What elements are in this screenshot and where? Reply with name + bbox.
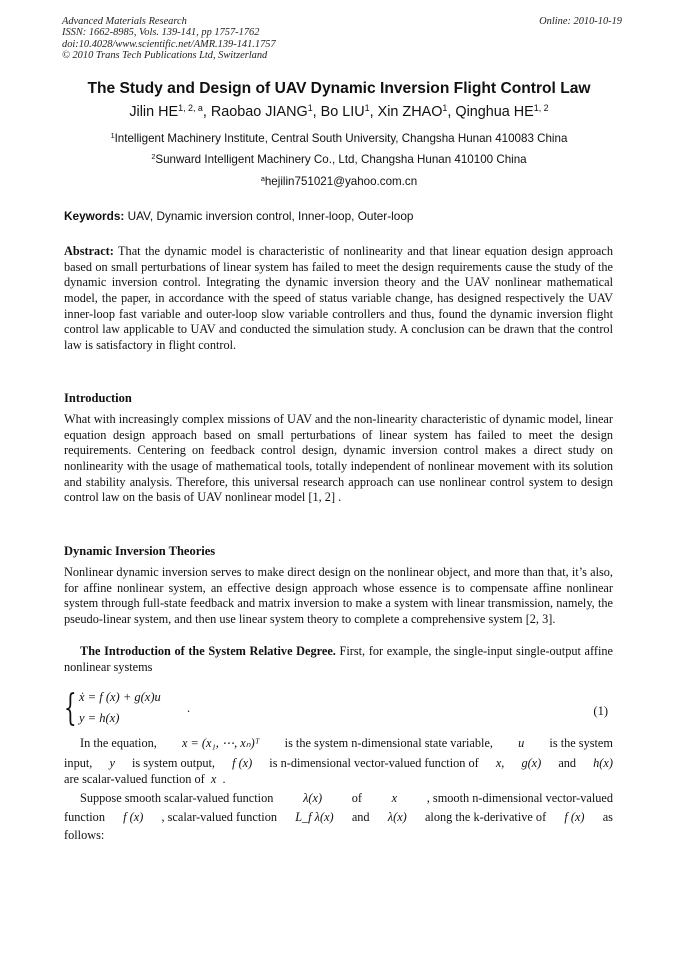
suppose-text: function [64, 810, 105, 824]
suppose-line-2 [64, 810, 613, 825]
email-sup: a [260, 174, 265, 184]
author-name: Raobao JIANG [210, 104, 308, 120]
equation-1-line-1: ẋ = f (x) + g(x)u [79, 690, 161, 704]
state-vector-math: x = (x₁, ⋯, xₙ)ᵀ [181, 736, 260, 750]
journal-copyright: © 2010 Trans Tech Publications Ltd, Switzerland [62, 50, 268, 62]
explain-line-1 [64, 736, 613, 751]
author-sup: 1 [442, 103, 448, 114]
math-gx: g(x) [521, 756, 542, 770]
abstract-label: Abstract: [64, 244, 114, 258]
keywords-label: Keywords: [64, 209, 125, 223]
explain-text: is the system [549, 736, 613, 750]
suppose-text: as [602, 810, 613, 824]
explain-text: input, [64, 756, 93, 770]
explain-text: , [501, 756, 505, 770]
suppose-text: and [351, 810, 370, 824]
math-hx: h(x) [593, 756, 613, 770]
math-lambda: λ(x) [303, 791, 323, 805]
section-heading-introduction: Introduction [64, 391, 132, 405]
affiliation-text: Intelligent Machinery Institute, Central South University, Changsha Hunan 410083 China [114, 132, 568, 145]
keywords-text: UAV, Dynamic inversion control, Inner-loop, Outer-loop [127, 209, 414, 223]
explain-text: is system output, [131, 756, 215, 770]
journal-header [62, 16, 622, 62]
explain-text: is the system n-dimensional state variable, [284, 736, 493, 750]
suppose-text: , scalar-valued function [161, 810, 277, 824]
suppose-text: along the k-derivative of [424, 810, 547, 824]
math-x: x [210, 772, 217, 786]
affiliation-sup: 1 [110, 131, 115, 141]
math-fx: f (x) [123, 810, 144, 824]
author-name: Jilin HE [129, 104, 179, 120]
author-email [62, 175, 616, 188]
suppose-text: Suppose smooth scalar-valued function [80, 791, 274, 805]
math-y: y [109, 756, 115, 770]
math-u: u [518, 736, 525, 750]
journal-doi: doi:10.4028/www.scientific.net/AMR.139-141.1757 [62, 38, 276, 50]
math-fx: f (x) [564, 810, 585, 824]
relative-degree-text: First, for example, the single-input single-output affine nonlinear systems [64, 644, 614, 674]
equation-1-period: . [187, 701, 191, 715]
math-x: x [495, 756, 502, 770]
explain-text: are scalar-valued function of [64, 772, 205, 786]
abstract [64, 244, 613, 354]
online-date: Online: 2010-10-19 [539, 16, 622, 27]
explain-text: is n-dimensional vector-valued function of [269, 756, 479, 770]
dynamic-inversion-text: Nonlinear dynamic inversion serves to make direct design on the nonlinear object, and more than that, it’s also, for affine nonlinear system, an effective design approach whose essence is to compensate affine nonlinear system through full-state feedback and matrix inversion to make a system with linear transmission, namely, the pseudo-linear system, and then use linear system theory to complete a comprehensive system [2, 3]. [64, 565, 613, 626]
affiliation-text: Sunward Intelligent Machinery Co., Ltd, Changsha Hunan 410100 China [155, 153, 527, 166]
math-x: x [391, 791, 398, 805]
author-sup: 1 [364, 103, 370, 114]
explain-line-2 [64, 756, 613, 771]
author-name: Bo LIU [320, 104, 365, 120]
affiliation-1 [62, 132, 616, 145]
suppose-line-3: follows: [64, 828, 105, 842]
email-text: hejilin751021@yahoo.com.cn [264, 175, 418, 188]
author-list: Jilin HE$^{1, 2, a}$, Raobao JIANG$^1$, Bo LIU$^1$, Xin ZHAO$^1$, Qinghua HE$^{1, 2}$ [129, 103, 549, 120]
author-sup: 1, 2, a [178, 103, 203, 114]
suppose-text: of [351, 791, 362, 805]
explain-text: . [222, 772, 226, 786]
explain-line-3 [64, 772, 613, 787]
paper-title: The Study and Design of UAV Dynamic Inversion Flight Control Law [87, 80, 591, 97]
affiliation-2 [62, 153, 616, 166]
introduction-text: What with increasingly complex missions of UAV and the non-linearity characteristic of dynamic model, linear equation design approach based on small perturbations of linear system has failed to meet the design requirements. Centering on feedback control design, dynamic inversion control makes a direct study on nonlinearity with the usage of mathematical tools, totally independent of nonlinear movement with its solution and stability analysis. Therefore, this universal research approach can use nonlinear control system to design control law on the basis of UAV nonlinear model [1, 2] . [64, 412, 613, 505]
equation-number: (1) [593, 704, 608, 718]
explain-text: and [558, 756, 577, 770]
relative-degree-heading: The Introduction of the System Relative Degree. [80, 644, 336, 658]
explain-text: In the equation, [80, 736, 157, 750]
relative-degree-paragraph [64, 644, 613, 675]
equation-1-line-2: y = h(x) [79, 711, 120, 725]
equation-brace: { [64, 688, 77, 729]
author-name: Xin ZHAO [377, 104, 443, 120]
author-sup: 1, 2 [533, 103, 549, 114]
author-name: Qinghua HE [455, 104, 534, 120]
abstract-text: That the dynamic model is characteristic of nonlinearity and that linear equation design approach based on small perturbations of linear system has failed to meet the design requirements cause the study of the dynamic inversion control. Integrating the dynamic inversion theory and the UAV nonlinear mathematical model, the paper, in accordance with the speed of status variable change, has designed respectively the UAV inner-loop fast variable and outer-loop slow variable controllers and thus, found the dynamic inversion flight control law applicable to UAV and conducted the simulation study. A conclusion can be drawn that the control law is satisfactory in flight control. [64, 244, 613, 352]
math-lie-derivative: L_f λ(x) [295, 810, 334, 824]
suppose-line-1 [64, 791, 613, 806]
section-heading-dynamic-inversion: Dynamic Inversion Theories [64, 544, 216, 558]
affiliation-sup: 2 [151, 152, 156, 162]
suppose-text: , smooth n-dimensional vector-valued [426, 791, 613, 805]
math-lambda: λ(x) [387, 810, 407, 824]
keywords [64, 209, 413, 223]
math-fx: f (x) [232, 756, 253, 770]
journal-name: Advanced Materials Research [62, 16, 187, 27]
journal-issn: ISSN: 1662-8985, Vols. 139-141, pp 1757-1762 [62, 27, 260, 39]
author-sup: 1 [307, 103, 313, 114]
